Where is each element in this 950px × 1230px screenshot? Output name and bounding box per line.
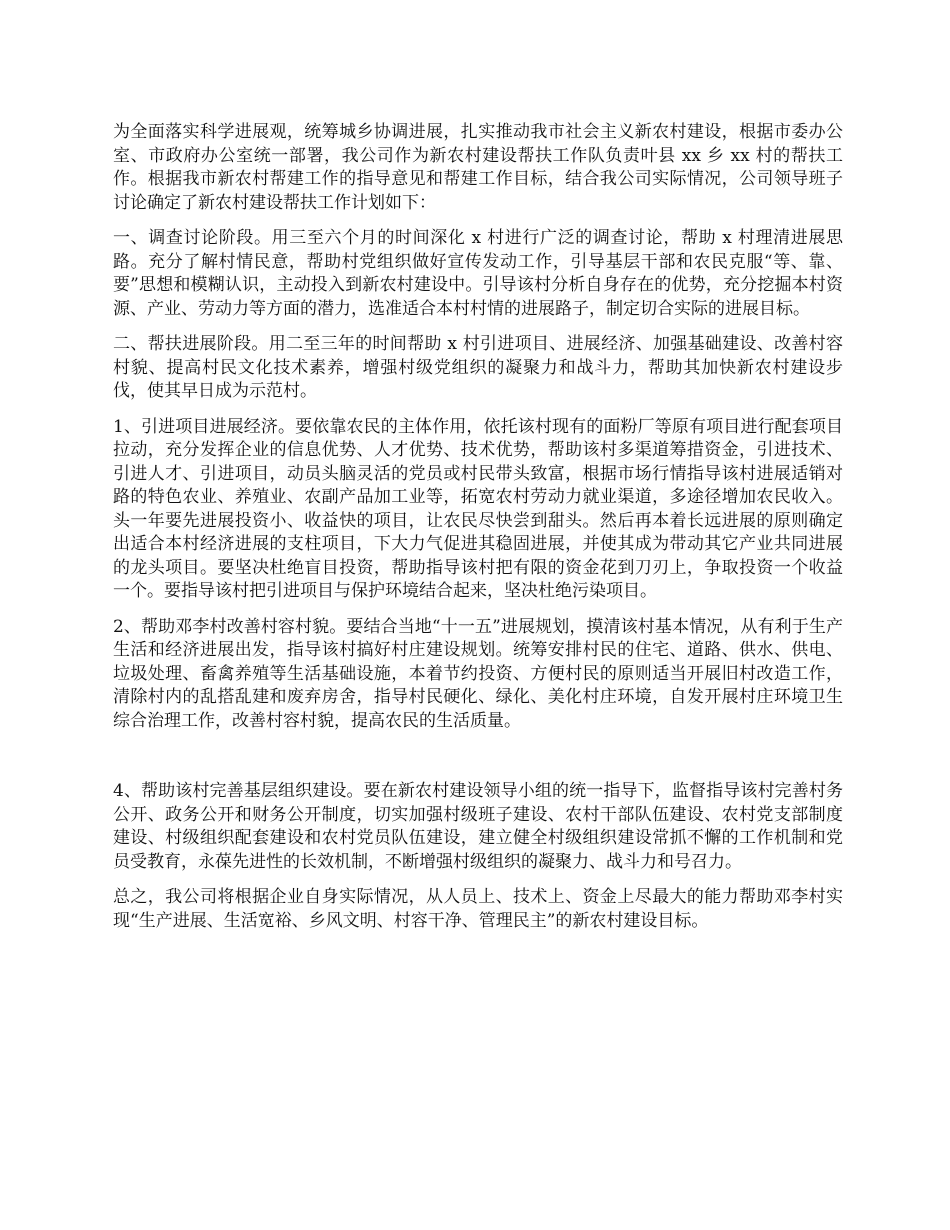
paragraph-investigation-stage: 一、调查讨论阶段。用三至六个月的时间深化 x 村进行广泛的调查讨论，帮助 x 村理清进展思路。充分了解村情民意，帮助村党组织做好宣传发动工作，引导基层干部和农民克服“等、靠、要”思想和模糊认识，主动投入到新农村建设中。引导该村分析自身存在的优势，充分挖掘本村资源、产业、劳动力等方面的潜力，选准适合本村村情的进展路子，制定切合实际的进展目标。: [113, 228, 843, 319]
paragraph-assistance-stage: 二、帮扶进展阶段。用二至三年的时间帮助 x 村引进项目、进展经济、加强基础建设、改善村容村貌、提高村民文化技术素养，增强村级党组织的凝聚力和战斗力，帮助其加快新农村建设步伐，使其早日成为示范村。: [113, 334, 843, 401]
paragraph-conclusion: 总之，我公司将根据企业自身实际情况，从人员上、技术上、资金上尽最大的能力帮助邓李村实现“生产进展、生活宽裕、乡风文明、村容干净、管理民主”的新农村建设目标。: [113, 887, 843, 931]
paragraph-item-2: 2、帮助邓李村改善村容村貌。要结合当地“十一五”进展规划，摸清该村基本情况，从有利于生产生活和经济进展出发，指导该村搞好村庄建设规划。统筹安排村民的住宅、道路、供水、供电、垃圾处理、畜禽养殖等生活基础设施，本着节约投资、方便村民的原则适当开展旧村改造工作，清除村内的乱搭乱建和废弃房舍，指导村民硬化、绿化、美化村庄环境，自发开展村庄环境卫生综合治理工作，改善村容村貌，提高农民的生活质量。: [113, 616, 843, 731]
paragraph-intro: 为全面落实科学进展观，统筹城乡协调进展，扎实推动我市社会主义新农村建设，根据市委办公室、市政府办公室统一部署，我公司作为新农村建设帮扶工作队负责叶县 xx 乡 xx 村的帮扶工作。根据我市新农村帮建工作的指导意见和帮建工作目标，结合我公司实际情况，公司领导班子讨论确定了新农村建设帮扶工作计划如下：: [113, 122, 843, 213]
document-body: [113, 121, 843, 945]
paragraph-item-4: 4、帮助该村完善基层组织建设。要在新农村建设领导小组的统一指导下，监督指导该村完善村务公开、政务公开和财务公开制度，切实加强村级班子建设、农村干部队伍建设、农村党支部制度建设、村级组织配套建设和农村党员队伍建设，建立健全村级组织建设常抓不懈的工作机制和党员受教育，永葆先进性的长效机制，不断增强村级组织的凝聚力、战斗力和号召力。: [113, 781, 843, 872]
paragraph-item-1: 1、引进项目进展经济。要依靠农民的主体作用，依托该村现有的面粉厂等原有项目进行配套项目拉动，充分发挥企业的信息优势、人才优势、技术优势，帮助该村多渠道筹措资金，引进技术、引进人才、引进项目，动员头脑灵活的党员或村民带头致富，根据市场行情指导该村进展适销对路的特色农业、养殖业、农副产品加工业等，拓宽农村劳动力就业渠道，多途径增加农民收入。头一年要先进展投资小、收益快的项目，让农民尽快尝到甜头。然后再本着长远进展的原则确定出适合本村经济进展的支柱项目，下大力气促进其稳固进展，并使其成为带动其它产业共同进展的龙头项目。要坚决杜绝盲目投资，帮助指导该村把有限的资金花到刀刃上，争取投资一个收益一个。要指导该村把引进项目与保护环境结合起来，坚决杜绝污染项目。: [113, 416, 843, 601]
